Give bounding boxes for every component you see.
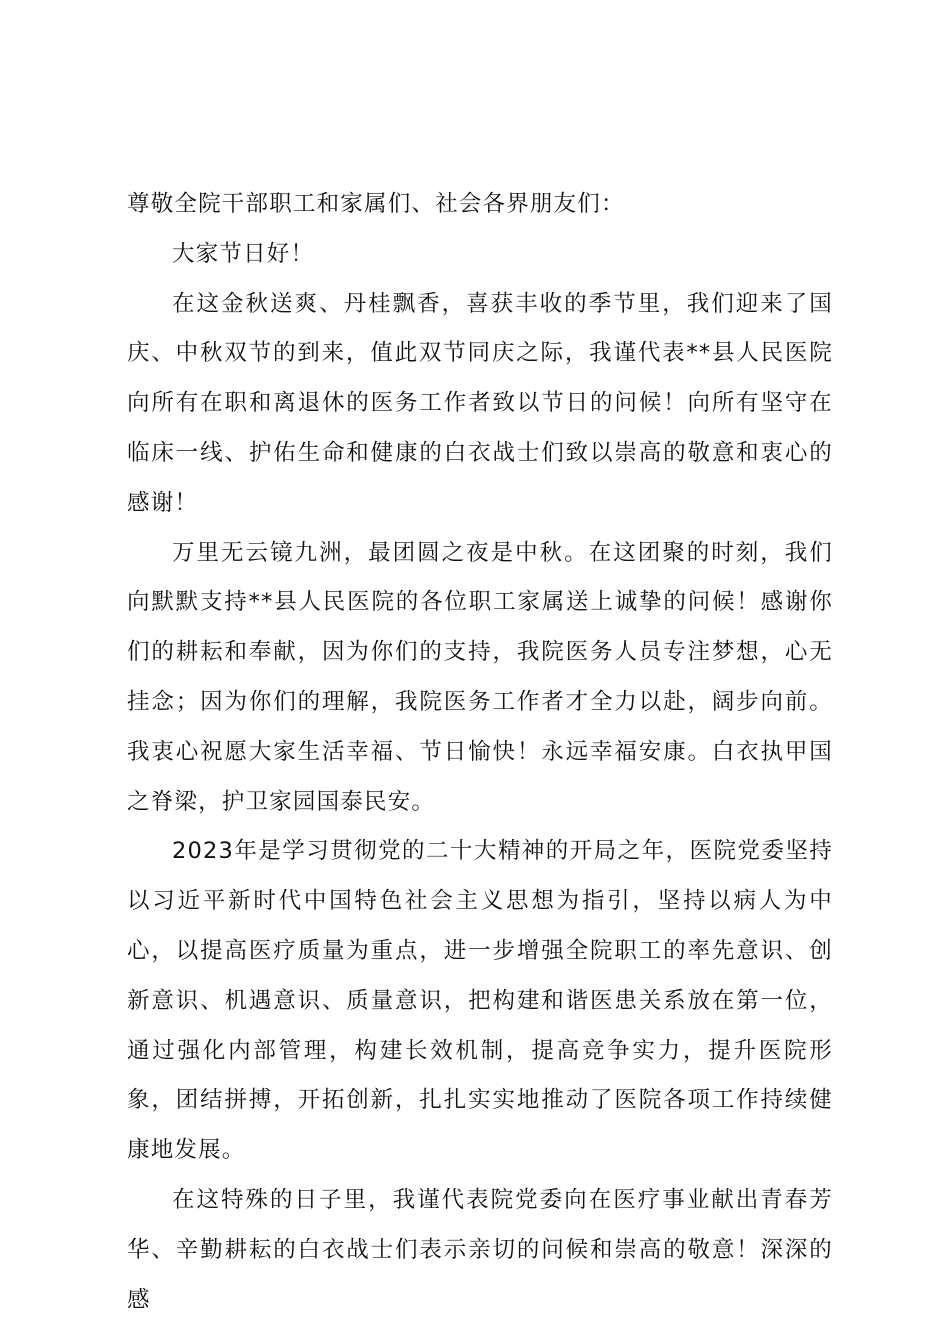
paragraph-holiday-greeting: 在这金秋送爽、丹桂飘香，喜获丰收的季节里，我们迎来了国庆、中秋双节的到来，值此双节同庆之际，我谨代表**县人民医院向所有在职和离退休的医务工作者致以节日的问候！向所有坚守在临床一线、护佑生命和健康的白衣战士们致以崇高的敬意和衷心的感谢！	[127, 290, 833, 516]
paragraph-family-thanks: 万里无云镜九洲，最团圆之夜是中秋。在这团聚的时刻，我们向默默支持**县人民医院的各位职工家属送上诚挚的问候！感谢你们的耕耘和奉献，因为你们的支持，我院医务人员专注梦想，心无挂念；因为你们的理解，我院医务工作者才全力以赴，阔步向前。我衷心祝愿大家生活幸福、节日愉快！永远幸福安康。白衣执甲国之脊梁，护卫家园国泰民安。	[127, 539, 833, 815]
greeting: 大家节日好！	[172, 240, 315, 267]
salutation: 尊敬全院干部职工和家属们、社会各界朋友们：	[127, 191, 625, 217]
letter-body	[127, 180, 833, 1325]
paragraph-annual-work: 2023年是学习贯彻党的二十大精神的开局之年，医院党委坚持以习近平新时代中国特色社会主义思想为指引，坚持以病人为中心，以提高医疗质量为重点，进一步增强全院职工的率先意识、创新意识、机遇意识、质量意识，把构建和谐医患关系放在第一位，通过强化内部管理，构建长效机制，提高竞争实力，提升医院形象，团结拼搏，开拓创新，扎扎实实地推动了医院各项工作持续健康地发展。	[127, 838, 833, 1164]
paragraph-special-day: 在这特殊的日子里，我谨代表院党委向在医疗事业献出青春芳华、辛勤耕耘的白衣战士们表示亲切的问候和崇高的敬意！深深的感	[127, 1186, 833, 1313]
